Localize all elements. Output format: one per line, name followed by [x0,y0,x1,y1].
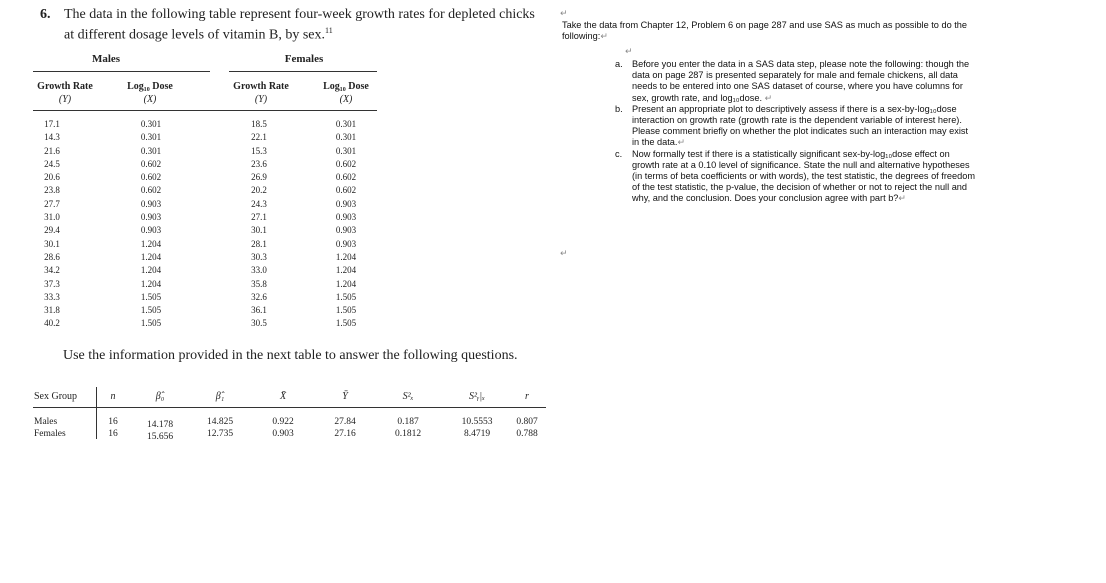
paragraph-mark-top: ↵ [560,8,568,18]
females-log-column-cell: 1.204 [335,278,357,289]
stats-header-b0: β̂₀ [155,391,165,402]
females-log-column-cell: 1.505 [335,318,357,329]
stats-header-syx2: S²ᵧ|ₓ [469,391,485,402]
males-log-column-cell: 0.602 [140,185,162,196]
females-log-column-cell: 0.602 [335,185,357,196]
females-log-column-cell: 0.903 [335,198,357,209]
females-growth-column-cell: 18.5 [251,119,267,129]
males-growth-column-cell: 17.1 [44,119,60,129]
stats-row-males-group: Males [34,417,58,427]
females-growth-column-cell: 32.6 [251,291,267,302]
males-growth-column-cell: 14.3 [44,132,60,143]
females-growth-column-cell: 28.1 [251,238,267,249]
stats-row-females-syx2: 8.4719 [463,429,491,439]
stats-row-males-n: 16 [108,417,118,427]
females-log-column-cell: 1.505 [335,305,357,316]
males-growth-column-cell: 21.6 [44,145,60,156]
stats-row-females-sx2: 0.1812 [394,429,422,439]
females-log-column-cell: 0.903 [335,225,357,236]
females-growth-column-cell: 23.6 [251,158,267,169]
males-log-column-cell: 0.602 [140,172,162,183]
females-log-header: Log₁₀ Dose (X) [323,81,369,105]
stats-row-males-b0: 14.178 [146,420,174,430]
males-growth-column-cell: 31.0 [44,212,60,223]
males-growth-column-cell: 30.1 [44,238,60,249]
males-log-column-cell: 0.903 [140,225,162,236]
stats-header-ybar: Ȳ [342,391,348,402]
females-log-column-cell: 0.903 [335,238,357,249]
stats-row-females-n: 16 [108,429,118,439]
males-growth-column-cell: 20.6 [44,172,60,183]
females-log-column-cell: 1.204 [335,251,357,262]
females-growth-column-cell: 15.3 [251,145,267,156]
males-group-header: Males [91,53,121,65]
males-growth-column-cell: 33.3 [44,291,60,302]
males-log-column-cell: 1.505 [140,305,162,316]
males-log-column-cell: 0.301 [140,145,162,156]
males-growth-column-cell: 27.7 [44,198,60,209]
males-log-column-cell: 1.204 [140,265,162,276]
footnote-ref: 11 [325,26,333,35]
females-group-header: Females [284,53,324,65]
males-growth-column-cell: 37.3 [44,278,60,289]
females-log-column-cell: 0.301 [335,145,357,156]
females-log-column-cell: 1.505 [335,291,357,302]
males-log-column-cell: 0.602 [140,158,162,169]
table-header-rule [33,110,377,111]
stats-row-females-ybar: 27.16 [334,429,356,439]
males-growth-column-cell: 23.8 [44,185,60,196]
stats-row-females-group: Females [34,429,66,439]
stats-row-males-r: 0.807 [516,417,538,427]
males-log-column-cell: 0.903 [140,198,162,209]
instruction-note: Use the information provided in the next table to answer the following questions. [63,348,518,363]
females-growth-column-cell: 27.1 [251,212,267,223]
stats-row-males-ybar: 27.84 [334,417,356,427]
males-growth-column-cell: 29.4 [44,225,60,236]
males-log-column-cell: 1.505 [140,318,162,329]
males-growth-column [32,118,72,331]
stats-row-males-xbar: 0.922 [272,417,294,427]
females-growth-column-cell: 30.1 [251,225,267,236]
stats-header-n: n [110,391,116,402]
problem-number: 6. [40,7,51,22]
males-log-column-cell: 0.903 [140,212,162,223]
instruction-item-c: c. Now formally test if there is a statistically significant sex-by-log₁₀dose effect on growth rate at a 0.10 level of significance. State the null and alternative hypotheses (in terms of beta coefficients or with words), the test statistic, the degrees of freedom of the test statistic, the p-value, the decision of whether or not to reject the null and why, and the conclusion. Does your conclusion agree with part b?↵ [615,148,975,204]
males-growth-column-cell: 40.2 [44,318,60,329]
males-growth-column-cell: 34.2 [44,265,60,276]
females-growth-column-cell: 20.2 [251,185,267,196]
females-growth-column-cell: 30.5 [251,318,267,329]
instructions-list [615,59,975,205]
instruction-item-b: b. Present an appropriate plot to descriptively assess if there is a sex-by-log₁₀dose interaction on growth rate (growth rate is the dependent variable of interest here). Please comment briefly on whether the plot indicates such an interaction may exist in the data.↵ [615,103,969,148]
stats-vertical-rule [96,387,97,439]
paragraph-mark-blank: ↵ [625,46,633,56]
stats-row-females-b1: 12.735 [206,429,234,439]
females-group-rule [229,71,377,72]
females-log-column [326,118,366,331]
stats-header-group: Sex Group [34,391,78,402]
males-log-column-cell: 1.204 [140,278,162,289]
stats-header-sx2: S²ₓ [402,391,414,402]
males-growth-column-cell: 31.8 [44,305,60,316]
males-group-rule [33,71,210,72]
females-growth-column-cell: 26.9 [251,172,267,183]
females-growth-column-cell: 30.3 [251,251,267,262]
females-log-column-cell: 0.903 [335,212,357,223]
paragraph-mark-bottom: ↵ [560,248,568,258]
problem-line-1: The data in the following table represent four-week growth rates for depleted chicks [64,7,535,22]
instruction-item-a: a. Before you enter the data in a SAS data step, please note the following: though the data on page 287 is presented separately for male and female chickens, all data needs to be entered into one SAS dataset of course, where you have columns for sex, growth rate, and log₁₀dose. ↵ [615,59,970,103]
stats-row-females-xbar: 0.903 [272,429,294,439]
females-log-column-cell: 0.602 [335,158,357,169]
stats-row-females-b0: 15.656 [146,432,174,442]
females-growth-column [239,118,279,331]
stats-row-males-sx2: 0.187 [397,417,419,427]
females-growth-column-cell: 22.1 [251,132,267,143]
males-log-column-cell: 1.204 [140,238,162,249]
males-growth-header: Growth Rate (Y) [37,81,93,105]
stats-header-r: r [525,391,529,402]
males-log-header: Log₁₀ Dose (X) [127,81,173,105]
males-growth-column-cell: 24.5 [44,158,60,169]
males-log-column-cell: 0.301 [140,132,162,143]
females-log-column-cell: 0.602 [335,172,357,183]
females-growth-header: Growth Rate (Y) [233,81,289,105]
females-log-column-cell: 0.301 [335,132,357,143]
problem-text [64,7,544,44]
stats-header-b1: β̂₁ [215,391,225,402]
females-log-column-cell: 0.301 [335,119,357,129]
stats-row-males-syx2: 10.5553 [461,417,493,427]
instructions-intro: Take the data from Chapter 12, Problem 6 on page 287 and use SAS as much as possible to do the following:↵ [562,20,968,42]
problem-line-2: at different dosage levels of vitamin B, by sex.$^{11}$ [64,26,333,43]
females-growth-column-cell: 35.8 [251,278,267,289]
stats-header-rule [33,407,546,408]
females-growth-column-cell: 33.0 [251,265,267,276]
males-log-column-cell: 1.505 [140,291,162,302]
females-growth-column-cell: 36.1 [251,305,267,316]
males-log-column-cell: 0.301 [140,119,162,129]
stats-row-females-r: 0.788 [516,429,538,439]
females-log-column-cell: 1.204 [335,265,357,276]
males-growth-column-cell: 28.6 [44,251,60,262]
stats-row-males-b1: 14.825 [206,417,234,427]
males-log-column [131,118,171,331]
females-growth-column-cell: 24.3 [251,198,267,209]
stats-header-xbar: X̄ [279,391,287,402]
males-log-column-cell: 1.204 [140,251,162,262]
